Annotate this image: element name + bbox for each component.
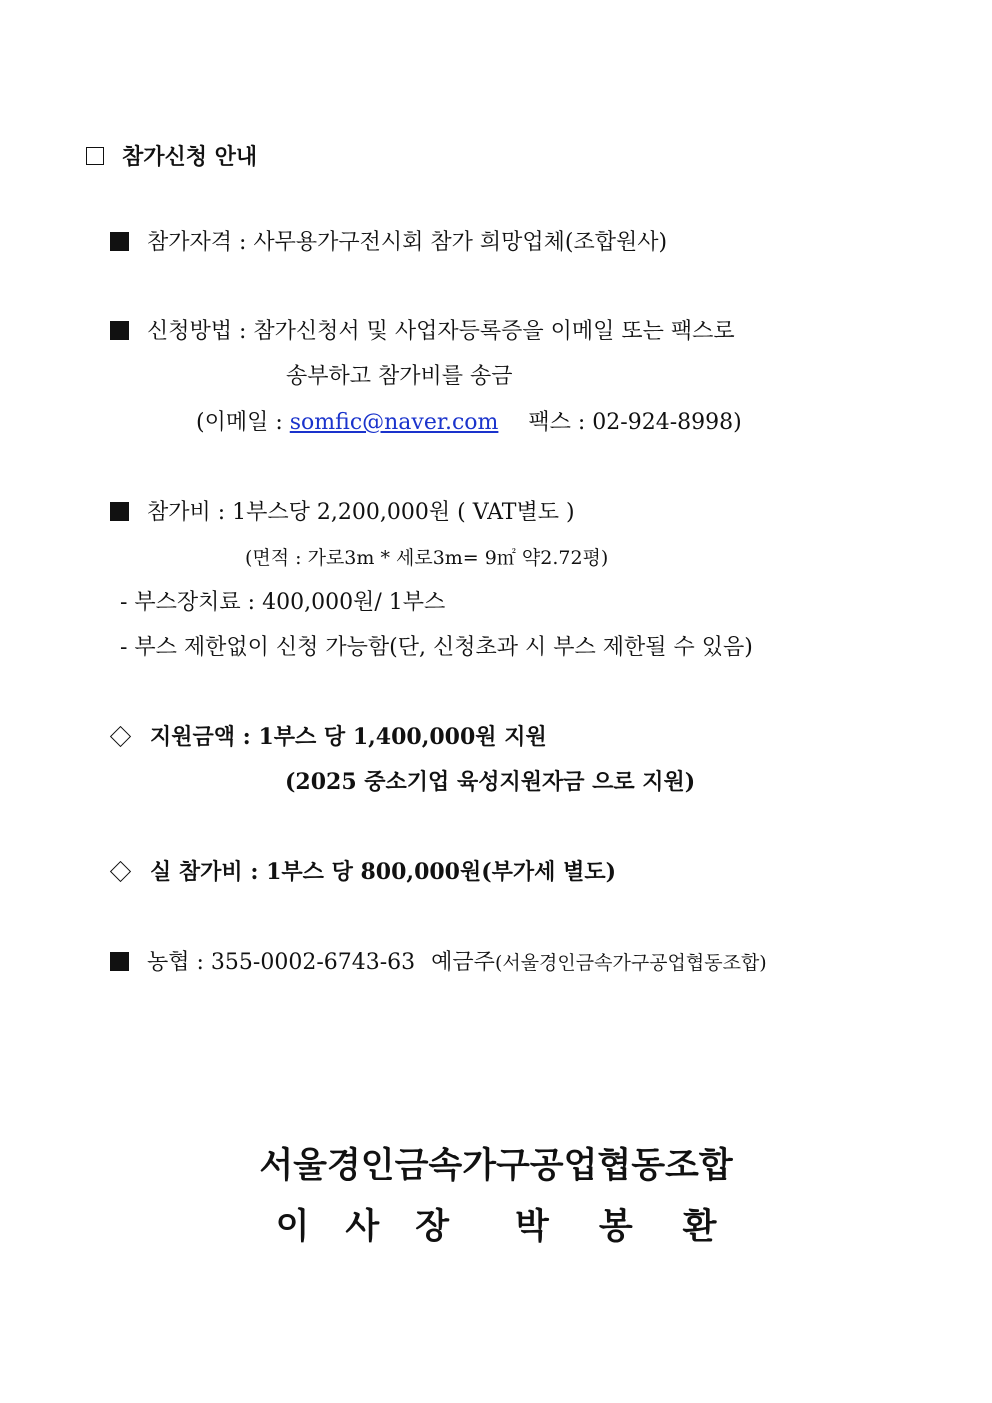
booth-fee: - 부스장치료 : 400,000원/ 1부스: [120, 590, 446, 615]
method-label: 신청방법 :: [147, 319, 254, 344]
holder-name: (서울경인금속가구공업협동조합): [494, 952, 767, 974]
actual-fee-text: 실 참가비 : 1부스 당 800,000원(부가세 별도): [150, 859, 616, 885]
diamond-icon: [110, 725, 131, 746]
bank-account: 355-0002-6743-63: [210, 950, 416, 975]
limit-note: - 부스 제한없이 신청 가능함(단, 신청초과 시 부스 제한될 수 있음): [120, 635, 753, 660]
bank-label: 농협 :: [147, 950, 211, 975]
section-title: 참가신청 안내: [122, 144, 258, 170]
name-char: 환: [682, 1206, 717, 1247]
eligibility-label: 참가자격 :: [147, 230, 254, 255]
ceo-signature-line: [0, 1205, 992, 1249]
fee-text: 1부스당 2,200,000원 ( VAT별도 ): [232, 500, 575, 525]
actual-fee-row: [110, 858, 616, 886]
fax-text: 팩스 : 02-924-8998): [528, 410, 742, 435]
filled-square-icon: [110, 232, 129, 251]
filled-square-icon: [110, 321, 129, 340]
fee-label: 참가비 :: [147, 500, 233, 525]
section-title-row: [86, 143, 257, 171]
contact-prefix: (이메일 :: [196, 410, 290, 435]
area-note: (면적 : 가로3m * 세로3m= 9㎡ 약2.72평): [245, 547, 609, 569]
filled-square-icon: [110, 502, 129, 521]
method-line2: 송부하고 참가비를 송금: [286, 364, 513, 389]
support-note: (2025 중소기업 육성지원자금 으로 지원): [285, 769, 696, 795]
title-char: 장: [415, 1206, 449, 1247]
support-text: 지원금액 : 1부스 당 1,400,000원 지원: [150, 724, 547, 750]
organization-name: 서울경인금속가구공업협동조합: [259, 1145, 733, 1186]
eligibility-row: [110, 229, 667, 257]
diamond-icon: [110, 860, 131, 881]
email-link[interactable]: somfic@naver.com: [289, 410, 499, 435]
bank-row: [110, 949, 767, 977]
title-char: 이: [275, 1206, 310, 1247]
method-row: [110, 318, 735, 346]
empty-square-icon: [86, 147, 104, 165]
support-row: [110, 723, 547, 751]
method-line1: 참가신청서 및 사업자등록증을 이메일 또는 팩스로: [253, 319, 735, 344]
filled-square-icon: [110, 952, 129, 971]
eligibility-text: 사무용가구전시회 참가 희망업체(조합원사): [253, 230, 668, 255]
name-char: 봉: [598, 1206, 633, 1247]
holder-label: 예금주: [431, 950, 495, 975]
name-char: 박: [515, 1206, 549, 1247]
title-char: 사: [345, 1206, 380, 1247]
fee-row: [110, 499, 575, 527]
contact-row: [196, 409, 742, 437]
